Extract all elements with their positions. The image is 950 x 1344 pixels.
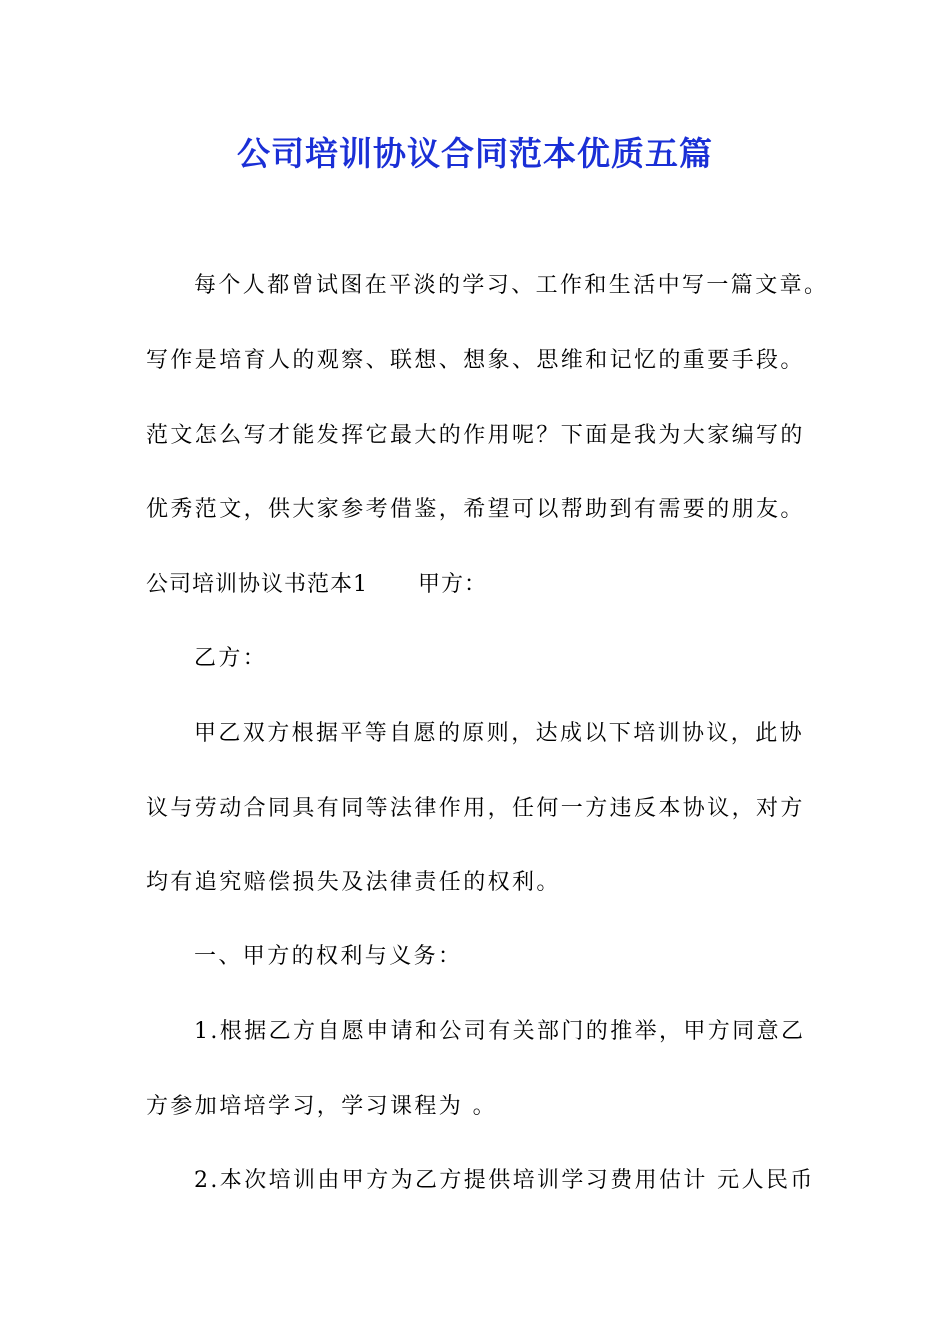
party-b-label: 乙方： <box>194 646 268 671</box>
section-heading-line <box>146 565 487 605</box>
clause-one-title: 一、甲方的权利与义务： <box>194 944 463 969</box>
intro-line-4: 优秀范文，供大家参考借鉴，希望可以帮助到有需要的朋友。 <box>146 497 805 522</box>
section-heading: 公司培训协议书范本1 <box>146 572 368 597</box>
agreement-line-3: 均有追究赔偿损失及法律责任的权利。 <box>146 870 561 895</box>
item-1-line-2: 方参加培培学习，学习课程为 。 <box>146 1094 497 1119</box>
intro-line-3: 范文怎么写才能发挥它最大的作用呢？下面是我为大家编写的 <box>146 423 805 448</box>
intro-line-2: 写作是培育人的观察、联想、想象、思维和记忆的重要手段。 <box>146 348 805 373</box>
agreement-line-1: 甲乙双方根据平等自愿的原则，达成以下培训协议，此协 <box>194 721 805 746</box>
agreement-line-2: 议与劳动合同具有同等法律作用，任何一方违反本协议，对方 <box>146 796 805 821</box>
document-title: 公司培训协议合同范本优质五篇 <box>237 134 713 173</box>
item-1-line-1: 1.根据乙方自愿申请和公司有关部门的推举，甲方同意乙 <box>194 1019 806 1044</box>
item-2-line-1: 2.本次培训由甲方为乙方提供培训学习费用估计 元人民币 <box>194 1168 815 1193</box>
intro-line-1: 每个人都曾试图在平淡的学习、工作和生活中写一篇文章。 <box>194 273 829 298</box>
party-a-label: 甲方： <box>418 572 488 597</box>
